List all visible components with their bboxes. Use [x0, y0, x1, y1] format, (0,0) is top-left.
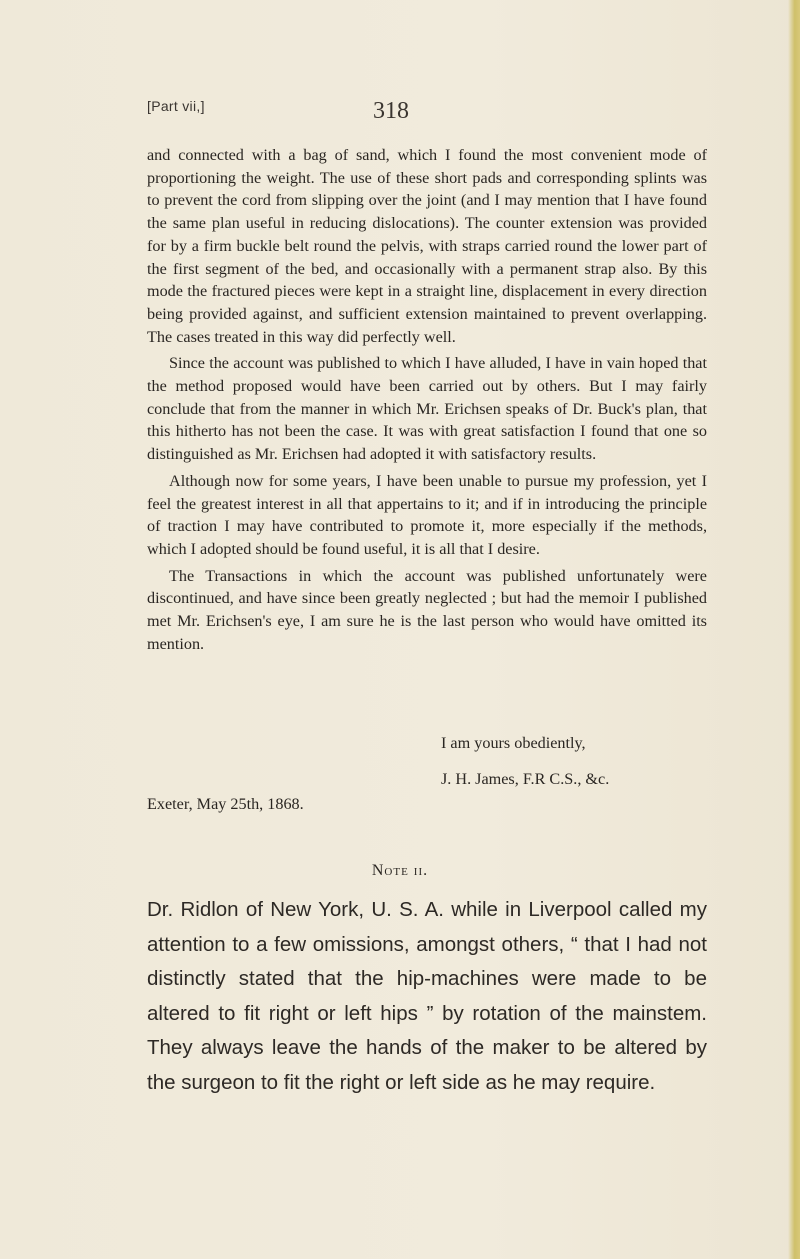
- signature-place-date: Exeter, May 25th, 1868.: [147, 795, 304, 813]
- paragraph: Although now for some years, I have been unable to pursue my profession, yet I feel the greatest interest in all that appertains to it; and if in introducing the principle of traction I may have contributed to promote it, more especially if the methods, which I adopted should be found useful, it is all that I desire.: [147, 471, 707, 558]
- page-edge: [788, 0, 800, 1259]
- signature-closing: I am yours obediently,: [441, 734, 586, 752]
- note-body: [147, 893, 707, 1100]
- paragraph: and connected with a bag of sand, which I found the most convenient mode of proportioning the weight. The use of these short pads and corresponding splints was to prevent the cord from slipping over the joint (and I may mention that I have found the same plan useful in reducing dislocations). The counter extension was provided for by a firm buckle belt round the pelvis, with straps carried round the lower part of the first segment of the bed, and occasionally with a permanent strap also. By this mode the fractured pieces were kept in a straight line, displacement in every direction being provided against, and sufficient extension maintained to prevent overlapping. The cases treated in this way did perfectly well.: [147, 146, 707, 346]
- signature-name: J. H. James, F.R C.S., &c.: [441, 770, 610, 788]
- page-header: [147, 96, 707, 130]
- paragraph: Since the account was published to which I have alluded, I have in vain hoped that the method proposed would have been carried out by others. But I may fairly conclude that from the manner in which Mr. Erichsen speaks of Dr. Buck's plan, that this hitherto has not been the case. It was with great satisfaction I found that one so distinguished as Mr. Erichsen had adopted it with satisfactory results.: [147, 354, 707, 464]
- paragraph: The Transactions in which the account was published unfortunately were discontinued, and have since been greatly neglected ; but had the memoir I published met Mr. Erichsen's eye, I am sure he is the last person who would have omitted its mention.: [147, 566, 707, 653]
- note-heading: Note ii.: [371, 862, 429, 879]
- page-number: 318: [373, 98, 409, 124]
- body-text: [147, 144, 707, 655]
- note-paragraph: Dr. Ridlon of New York, U. S. A. while in Liverpool called my attention to a few omissions, amongst others, “ that I had not distinctly stated that the hip-machines were made to be altered to fit right or left hips ” by rotation of the mainstem. They always leave the hands of the maker to be altered by the surgeon to fit the right or left side as he may require.: [147, 898, 707, 1094]
- part-label: [Part vii,]: [147, 98, 205, 114]
